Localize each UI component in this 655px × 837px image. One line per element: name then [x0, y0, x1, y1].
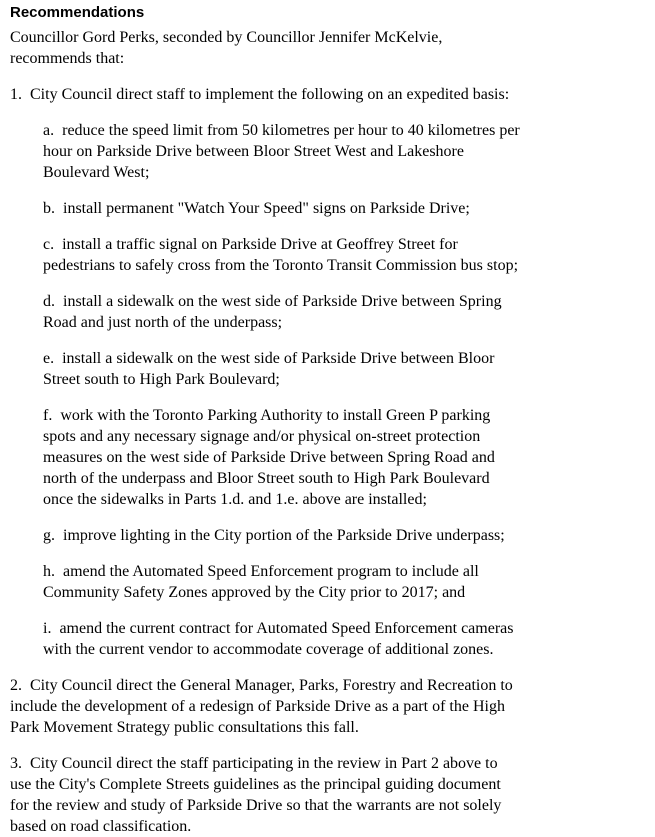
item-text: reduce the speed limit from 50 kilometres per hour to 40 kilometres per hour on Parkside Drive between Bloor Street West and Lakeshore Boulevard West;	[43, 122, 520, 181]
list-item-1h	[43, 561, 520, 603]
item-text: install a traffic signal on Parkside Drive at Geoffrey Street for pedestrians to safely cross from the Toronto Transit Commission bus stop;	[43, 236, 519, 274]
item-letter: d.	[43, 293, 55, 310]
item-text: install a sidewalk on the west side of Parkside Drive between Spring Road and just north of the underpass;	[43, 293, 502, 331]
list-item-2	[10, 675, 520, 738]
item-letter: h.	[43, 563, 55, 580]
item-text: City Council direct the staff participating in the review in Part 2 above to use the City's Complete Streets guidelines as the principal guiding document for the review and study of Parkside Drive so that the warrants are not solely based on road classification.	[10, 755, 502, 835]
item-number: 3.	[10, 755, 22, 772]
item-text: City Council direct the General Manager, Parks, Forestry and Recreation to include the development of a redesign of Parkside Drive as a part of the High Park Movement Strategy public consultations this fall.	[10, 677, 513, 736]
item-number: 1.	[10, 86, 22, 103]
item-text: City Council direct staff to implement the following on an expedited basis:	[30, 86, 510, 103]
item-text: work with the Toronto Parking Authority to install Green P parking spots and any necessary signage and/or physical on-street protection measures on the west side of Parkside Drive between Spring Road and north of the underpass and Bloor Street south to High Park Boulevard once the sidewalks in Parts 1.d. and 1.e. above are installed;	[43, 407, 495, 508]
item-letter: e.	[43, 350, 55, 367]
page-title: Recommendations	[10, 4, 145, 21]
list-item-1g	[43, 525, 520, 546]
list-item-1	[10, 84, 520, 105]
list-item-3	[10, 753, 520, 837]
item-text: amend the Automated Speed Enforcement program to include all Community Safety Zones approved by the City prior to 2017; and	[43, 563, 479, 601]
item-letter: b.	[43, 200, 55, 217]
list-item-1d	[43, 291, 520, 333]
list-item-1i	[43, 618, 520, 660]
list-item-1a	[43, 120, 520, 183]
item-text: improve lighting in the City portion of the Parkside Drive underpass;	[63, 527, 505, 544]
item-letter: a.	[43, 122, 55, 139]
item-letter: g.	[43, 527, 55, 544]
item-text: amend the current contract for Automated Speed Enforcement cameras with the current vendor to accommodate coverage of additional zones.	[43, 620, 514, 658]
list-item-1b	[43, 198, 520, 219]
intro-paragraph: Councillor Gord Perks, seconded by Councillor Jennifer McKelvie, recommends that:	[10, 29, 443, 67]
list-item-1c	[43, 234, 520, 276]
item-letter: f.	[43, 407, 53, 424]
item-letter: c.	[43, 236, 55, 253]
item-letter: i.	[43, 620, 52, 637]
item-number: 2.	[10, 677, 22, 694]
item-text: install a sidewalk on the west side of Parkside Drive between Bloor Street south to High Park Boulevard;	[43, 350, 495, 388]
list-item-1f	[43, 405, 520, 510]
item-text: install permanent "Watch Your Speed" signs on Parkside Drive;	[63, 200, 470, 217]
list-item-1e	[43, 348, 520, 390]
